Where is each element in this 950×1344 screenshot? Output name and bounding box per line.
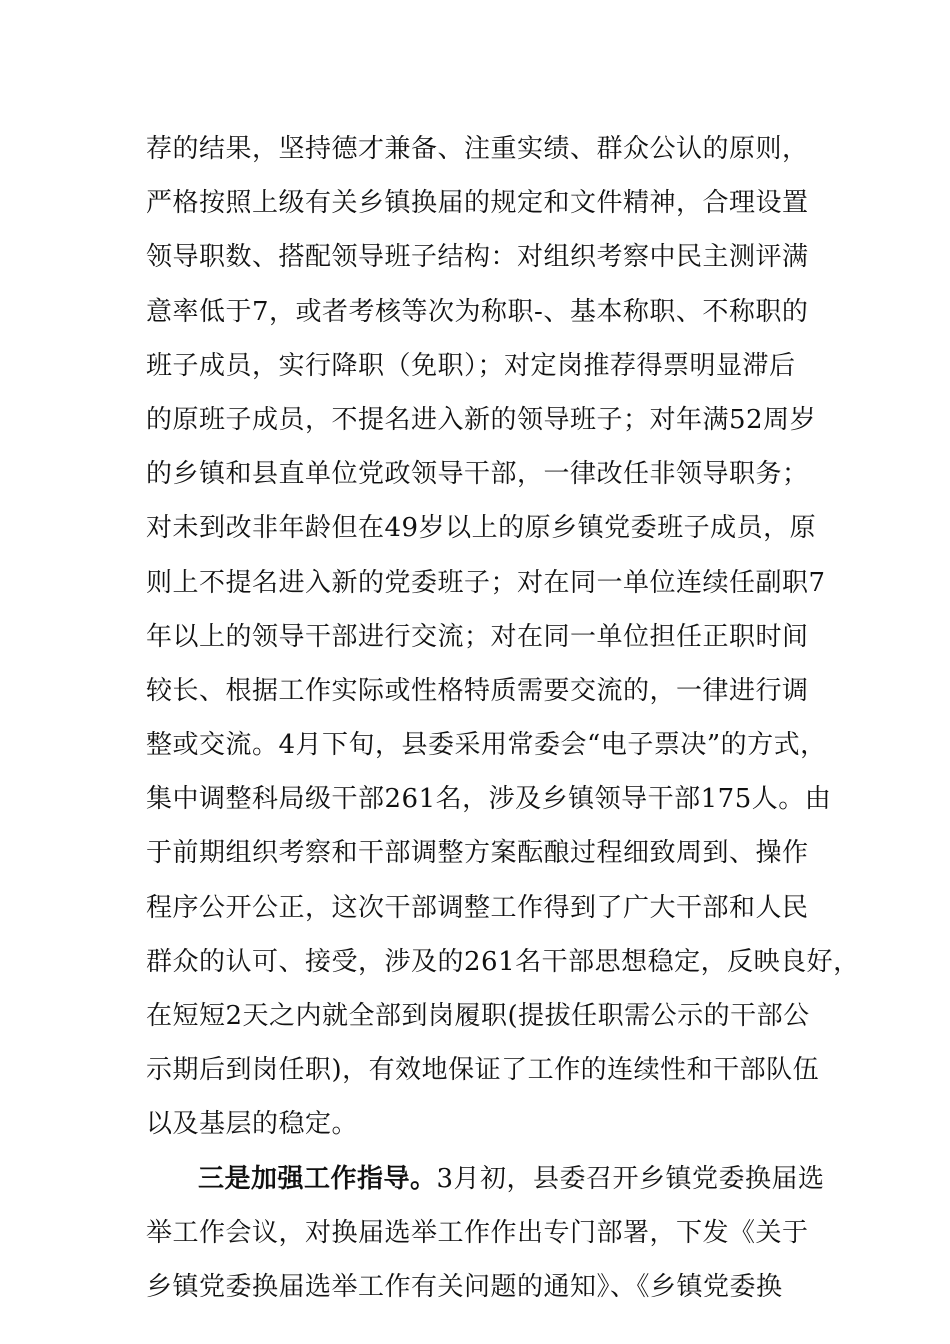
- text-line: 严格按照上级有关乡镇换届的规定和文件精神，合理设置: [146, 188, 809, 219]
- text-line: 于前期组织考察和干部调整方案酝酿过程细致周到、操作: [146, 838, 809, 869]
- text-line: 乡镇党委换届选举工作有关问题的通知》、《乡镇党委换: [146, 1271, 783, 1302]
- text-line: 程序公开公正，这次干部调整工作得到了广大干部和人民: [146, 892, 809, 923]
- body-text: [146, 122, 860, 1314]
- text-line: 以及基层的稳定。: [146, 1109, 359, 1140]
- paragraph-heading: 三是加强工作指导。: [198, 1163, 437, 1194]
- paragraph-text: 3月初，县委召开乡镇党委换届选: [436, 1163, 825, 1194]
- text-line: 领导职数、搭配领导班子结构：对组织考察中民主测评满: [146, 242, 809, 273]
- text-line: 的乡镇和县直单位党政领导干部，一律改任非领导职务；: [146, 459, 809, 490]
- text-line: 在短短2天之内就全部到岗履职(提拔任职需公示的干部公: [146, 1001, 810, 1031]
- text-line: 意率低于7，或者考核等次为称职-、基本称职、不称职的: [146, 296, 809, 327]
- text-line: 群众的认可、接受，涉及的261名干部思想稳定，反映良好，: [146, 946, 860, 977]
- text-line: 举工作会议，对换届选举工作作出专门部署，下发《关于: [146, 1217, 809, 1248]
- text-line: 整或交流。4月下旬，县委采用常委会“电子票决”的方式，: [146, 730, 827, 761]
- text-line: 荐的结果，坚持德才兼备、注重实绩、群众公认的原则，: [146, 134, 809, 164]
- text-line: 示期后到岗任职)，有效地保证了工作的连续性和干部队伍: [146, 1055, 820, 1086]
- paragraph-3-first-line: [146, 1152, 826, 1206]
- text-line: 集中调整科局级干部261名，涉及乡镇领导干部175人。由: [146, 784, 832, 815]
- text-line: 较长、根据工作实际或性格特质需要交流的，一律进行调: [146, 675, 809, 706]
- text-line: 年以上的领导干部进行交流；对在同一单位担任正职时间: [146, 621, 809, 652]
- text-line: 则上不提名进入新的党委班子；对在同一单位连续任副职7: [146, 567, 826, 598]
- text-line: 班子成员，实行降职（免职）；对定岗推荐得票明显滞后: [146, 350, 796, 381]
- text-line: 的原班子成员，不提名进入新的领导班子；对年满52周岁: [146, 404, 817, 435]
- text-line: 对未到改非年龄但在49岁以上的原乡镇党委班子成员，原: [146, 513, 817, 544]
